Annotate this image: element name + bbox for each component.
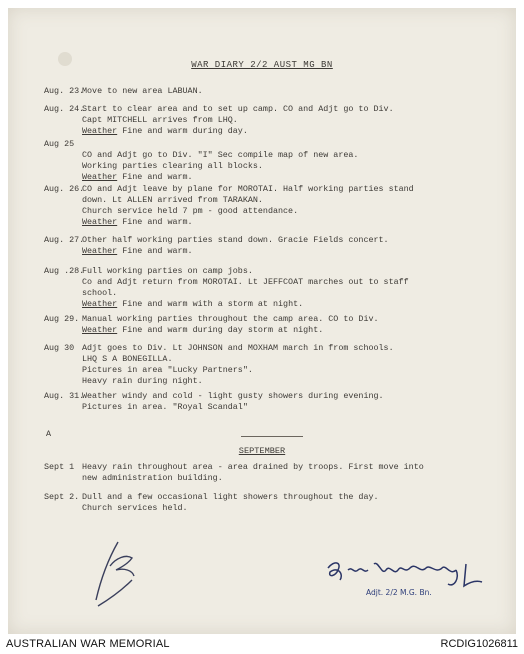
entry-line xyxy=(82,503,512,514)
line-text: Heavy rain during night. xyxy=(82,376,203,386)
line-text: Full working parties on camp jobs. xyxy=(82,266,253,276)
marker-a: A xyxy=(46,429,52,439)
entry-date: Aug. 26. xyxy=(44,184,85,194)
footer-institution: AUSTRALIAN WAR MEMORIAL xyxy=(6,638,170,650)
entry-text xyxy=(82,314,512,336)
line-text: Church service held 7 pm - good attendance. xyxy=(82,206,299,216)
section-divider xyxy=(241,436,303,437)
entry-line xyxy=(82,172,512,183)
entry-line xyxy=(82,184,512,195)
weather-label: Weather xyxy=(82,172,118,182)
line-text: Fine and warm. xyxy=(117,246,193,256)
line-text: Heavy rain throughout area - area drained by troops. First move into xyxy=(82,462,424,472)
entry-date: Aug 30 xyxy=(44,343,75,353)
entry-line xyxy=(82,314,512,325)
line-text: Working parties clearing all blocks. xyxy=(82,161,263,171)
line-text: Pictures in area "Lucky Partners". xyxy=(82,365,253,375)
line-text: Fine and warm. xyxy=(117,172,193,182)
diary-title: WAR DIARY 2/2 AUST MG BN xyxy=(191,60,333,70)
line-text: Capt MITCHELL arrives from LHQ. xyxy=(82,115,238,125)
weather-label: Weather xyxy=(82,217,118,227)
entry-line xyxy=(82,492,512,503)
line-text: Other half working parties stand down. Gracie Fields concert. xyxy=(82,235,389,245)
line-text: Fine and warm during day. xyxy=(117,126,248,136)
entry-text xyxy=(82,343,512,387)
line-text: CO and Adjt go to Div. "I" Sec compile map of new area. xyxy=(82,150,359,160)
entry-line xyxy=(82,288,512,299)
entry-line xyxy=(82,299,512,310)
line-text: Manual working parties throughout the camp area. CO to Div. xyxy=(82,314,379,324)
entry-text xyxy=(82,266,512,310)
entry-date: Aug. 23. xyxy=(44,86,85,96)
line-text: Weather windy and cold - light gusty showers during evening. xyxy=(82,391,384,401)
line-text: LHQ S A BONEGILLA. xyxy=(82,354,173,364)
entry-line xyxy=(82,217,512,228)
weather-label: Weather xyxy=(82,246,118,256)
line-text: Fine and warm. xyxy=(117,217,193,227)
line-text: Dull and a few occasional light showers throughout the day. xyxy=(82,492,379,502)
entry-line xyxy=(82,343,512,354)
line-text: down. Lt ALLEN arrived from TARAKAN. xyxy=(82,195,263,205)
entry-text xyxy=(82,86,512,97)
entry-line xyxy=(82,277,512,288)
weather-label: Weather xyxy=(82,299,118,309)
entry-line xyxy=(82,150,512,161)
entry-text xyxy=(82,462,512,484)
diary-page xyxy=(8,8,516,634)
adjutant-stamp: Adjt. 2/2 M.G. Bn. xyxy=(366,588,432,597)
line-text: Pictures in area. "Royal Scandal" xyxy=(82,402,248,412)
line-text: Fine and warm with a storm at night. xyxy=(117,299,304,309)
entry-date: Aug. 27. xyxy=(44,235,85,245)
entry-line xyxy=(82,325,512,336)
entry-text xyxy=(82,184,512,228)
entry-text xyxy=(82,104,512,137)
entry-line xyxy=(82,206,512,217)
entry-line xyxy=(82,354,512,365)
line-text: Co and Adjt return from MOROTAI. Lt JEFFCOAT marches out to staff xyxy=(82,277,409,287)
entry-line xyxy=(82,462,512,473)
entry-line xyxy=(82,266,512,277)
entry-text xyxy=(82,391,512,413)
entry-line xyxy=(82,391,512,402)
entry-date: Aug .28. xyxy=(44,266,85,276)
line-text: Move to new area LABUAN. xyxy=(82,86,203,96)
entry-text xyxy=(82,235,512,257)
entry-date: Aug 29. xyxy=(44,314,80,324)
entry-line xyxy=(82,246,512,257)
september-heading: SEPTEMBER xyxy=(238,446,286,456)
entry-line xyxy=(82,402,512,413)
line-text: Fine and warm during day storm at night. xyxy=(117,325,324,335)
line-text: CO and Adjt leave by plane for MOROTAI. Half working parties stand xyxy=(82,184,414,194)
entry-date: Aug. 31. xyxy=(44,391,85,401)
entry-date: Sept 2. xyxy=(44,492,80,502)
weather-label: Weather xyxy=(82,126,118,136)
signature-left xyxy=(88,536,148,612)
entry-line xyxy=(82,115,512,126)
line-text: Start to clear area and to set up camp. CO and Adjt go to Div. xyxy=(82,104,394,114)
entry-date: Aug 25 xyxy=(44,139,75,149)
entry-line xyxy=(82,365,512,376)
line-text: new administration building. xyxy=(82,473,223,483)
entry-date: Sept 1 xyxy=(44,462,75,472)
entry-line xyxy=(82,126,512,137)
entry-line xyxy=(82,86,512,97)
line-text: school. xyxy=(82,288,118,298)
entry-line xyxy=(82,195,512,206)
entry-text xyxy=(82,492,512,514)
entry-line xyxy=(82,473,512,484)
weather-label: Weather xyxy=(82,325,118,335)
line-text: Church services held. xyxy=(82,503,188,513)
entry-line xyxy=(82,104,512,115)
entry-date: Aug. 24. xyxy=(44,104,85,114)
entry-text xyxy=(82,139,512,183)
entry-line xyxy=(82,139,512,150)
entry-line xyxy=(82,376,512,387)
entry-line xyxy=(82,161,512,172)
line-text: Adjt goes to Div. Lt JOHNSON and MOXHAM march in from schools. xyxy=(82,343,394,353)
footer-record-id: RCDIG1026811 xyxy=(440,638,518,650)
entry-line xyxy=(82,235,512,246)
